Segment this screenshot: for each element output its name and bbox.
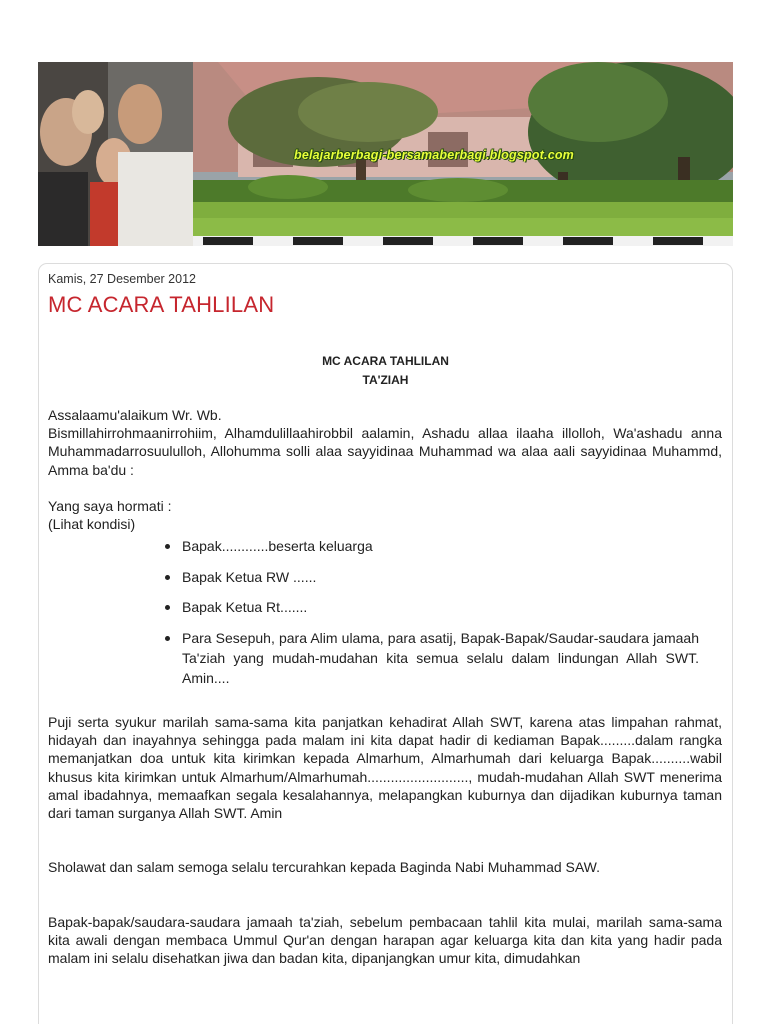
post-title[interactable]: MC ACARA TAHLILAN [48,292,275,317]
content-subheading: TA'ZIAH [362,373,409,387]
bullet-icon [165,605,170,610]
list-item: Para Sesepuh, para Alim ulama, para asatij, Bapak-Bapak/Saudar-saudara jamaah Ta'ziah yang mudah-mudahan kita semua selalu dalam lindungan Allah SWT. Amin.... [163,628,699,688]
list-item: Bapak Ketua Rt....... [163,597,699,617]
salam-line: Assalaamu'alaikum Wr. Wb. [48,407,222,423]
bullet-icon [165,636,170,641]
attendee-list [163,536,699,698]
bismillah-paragraph: Bismillahirrohmaanirrohiim, Alhamdulillaahirobbil aalamin, Ashadu allaa ilaaha illolloh, Wa'ashadu anna Muhammadarrosuululloh, Allohumma solli alaa sayyidinaa Muhammad wa alaa aali sayyidinaa Muhammd, Amma ba'du : [48,425,722,478]
bullet-icon [165,575,170,580]
invite-paragraph: Bapak-bapak/saudara-saudara jamaah ta'ziah, sebelum pembacaan tahlil kita mulai, marilah sama-sama kita awali dengan membaca Ummul Qur'an dengan harapan agar keluarga kita dan kita yang hadir pada malam ini selalu disehatkan jiwa dan badan kita, dipanjangkan umur kita, dimudahkan [48,914,722,967]
content-heading: MC ACARA TAHLILAN [322,354,449,368]
list-item: Bapak............beserta keluarga [163,536,699,556]
list-item: Bapak Ketua RW ...... [163,567,699,587]
respect-line: Yang saya hormati : [48,498,172,514]
header-banner[interactable] [38,62,733,246]
bullet-icon [165,544,170,549]
opening-greeting [48,406,722,479]
sholawat-paragraph: Sholawat dan salam semoga selalu tercurahkan kepada Baginda Nabi Muhammad SAW. [48,859,601,875]
post-date: Kamis, 27 Desember 2012 [48,272,196,286]
respect-section [48,497,722,533]
blog-url-watermark: belajarberbagi-bersamaberbagi.blogspot.com [294,148,574,162]
praise-paragraph: Puji serta syukur marilah sama-sama kita panjatkan kehadirat Allah SWT, karena atas limpahan rahmat, hidayah dan inayahnya sehingga pada malam ini kita dapat hadir di kediaman Bapak.........dalam rangka memanjatkan doa untuk kita kirimkan kepada Almarhum, Almarhumah dari keluarga Bapak..........wabil khusus kita kirimkan untuk Almarhum/Almarhumah.........................., mudah-mudahan Allah SWT menerima amal ibadahnya, memaafkan segala kesalahannya, melapangkan kuburnya dan dijadikan kuburnya taman dari taman surganya Allah SWT. Amin [48,714,722,822]
blog-post [38,263,733,1024]
condition-note: (Lihat kondisi) [48,516,136,533]
